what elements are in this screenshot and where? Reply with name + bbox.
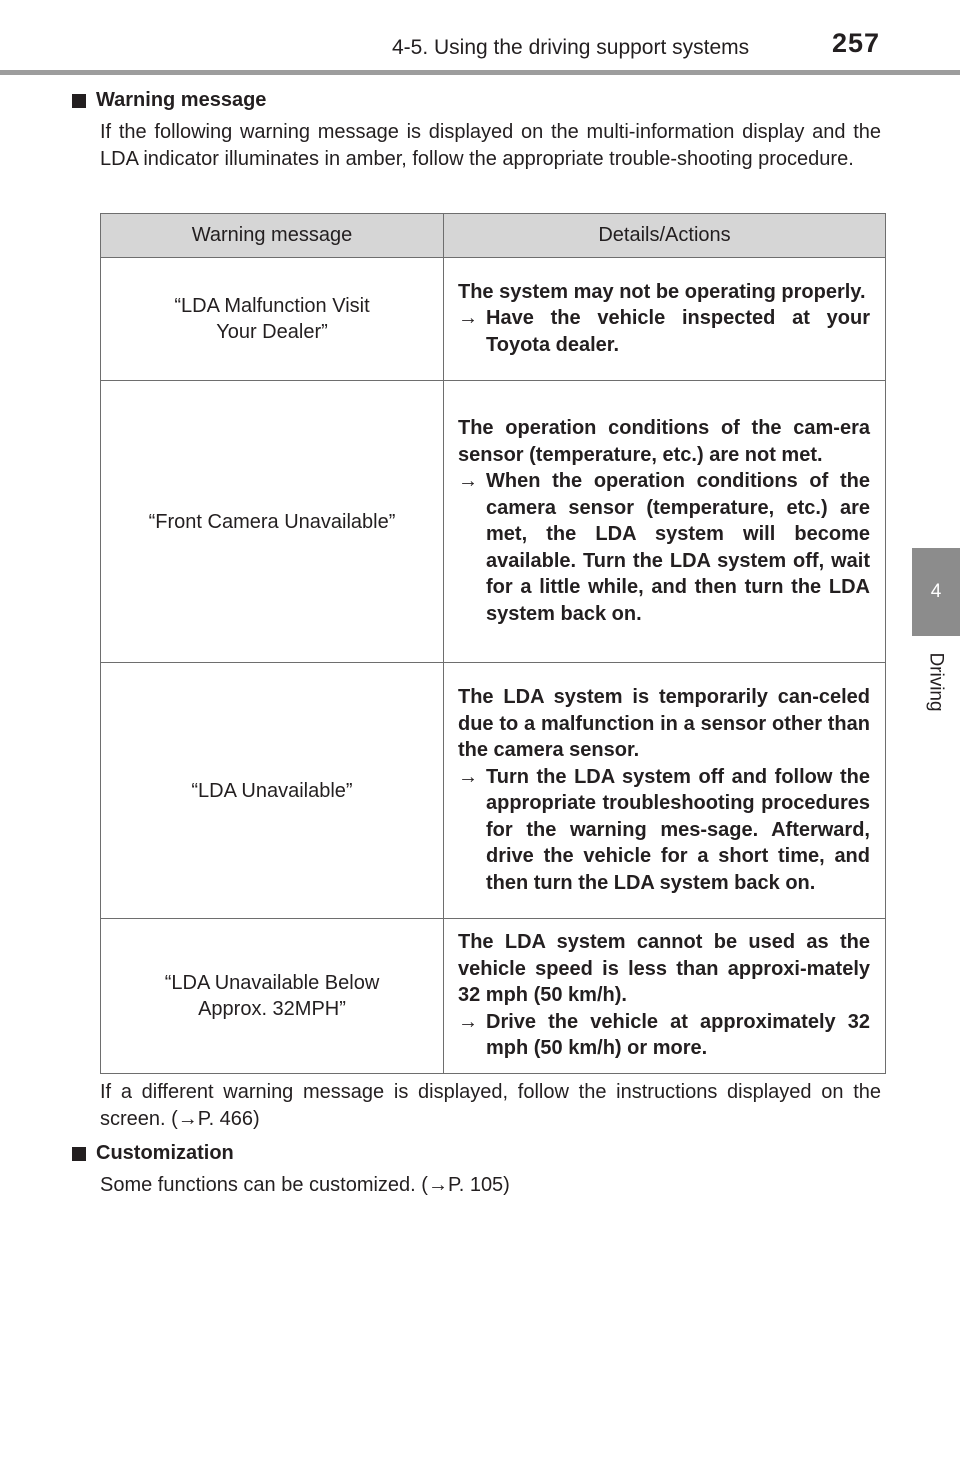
table-header-cell: Warning message: [101, 214, 444, 258]
warning-message-heading: [72, 89, 266, 112]
warning-message-cell: “LDA Unavailable”: [101, 663, 444, 919]
details-text: The system may not be operating properly.: [458, 280, 866, 303]
table-header-cell: Details/Actions: [444, 214, 886, 258]
chapter-tab-label[interactable]: [912, 636, 960, 728]
right-arrow-icon: →: [458, 307, 478, 330]
warning-message-cell: “Front Camera Unavailable”: [101, 381, 444, 663]
details-cell: [444, 919, 886, 1074]
action-text: Have the vehicle inspected at your Toyota dealer.: [486, 307, 870, 356]
table-row: [101, 258, 886, 381]
warning-intro-paragraph: If the following warning message is displayed on the multi-information display and the LDA indicator illuminates in amber, follow the appropriate trouble-shooting procedure.: [100, 121, 881, 170]
right-arrow-icon: →: [458, 765, 478, 788]
warning-message-table: [100, 213, 886, 1074]
customization-heading: [72, 1142, 234, 1165]
details-cell: [444, 258, 886, 381]
different-warning-paragraph: If a different warning message is displayed, follow the instructions displayed on the screen. (→P. 466): [100, 1081, 881, 1130]
details-text: The operation conditions of the cam-era sensor (temperature, etc.) are not met.: [458, 417, 870, 466]
customization-heading-text: Customization: [96, 1142, 234, 1164]
section-title: 4-5. Using the driving support systems: [392, 36, 750, 59]
chapter-label-text: Driving: [926, 652, 947, 712]
chapter-tab-number[interactable]: 4: [912, 548, 960, 636]
customization-paragraph: Some functions can be customized. (→P. 105): [100, 1174, 510, 1196]
right-arrow-icon: →: [458, 1010, 478, 1033]
action-item: [458, 764, 870, 897]
warning-heading-text: Warning message: [96, 89, 267, 111]
action-item: [458, 305, 870, 358]
square-bullet-icon: [72, 1147, 86, 1161]
warning-message-cell: “LDA Malfunction Visit Your Dealer”: [101, 258, 444, 381]
page-number: 257: [832, 28, 881, 58]
details-text: The LDA system is temporarily can-celed due to a malfunction in a sensor other than the camera sensor.: [458, 686, 870, 761]
right-arrow-icon: →: [458, 470, 478, 492]
header-divider: [0, 70, 960, 75]
action-text: Turn the LDA system off and follow the appropriate troubleshooting procedures for the warning mes-sage. Afterward, drive the vehicle for a short time, and then turn the LDA system back on.: [486, 765, 870, 894]
table-row: [101, 919, 886, 1074]
table-header-row: [101, 214, 886, 258]
action-item: [458, 1009, 870, 1062]
warning-message-cell: “LDA Unavailable Below Approx. 32MPH”: [101, 919, 444, 1074]
table-row: [101, 381, 886, 663]
action-item: [458, 468, 870, 627]
details-cell: [444, 381, 886, 663]
table-row: [101, 663, 886, 919]
details-cell: [444, 663, 886, 919]
action-text: When the operation conditions of the camera sensor (temperature, etc.) are met, the LDA system will become available. Turn the LDA system off, wait for a little while, and then turn the LDA system back on.: [486, 470, 870, 625]
details-text: The LDA system cannot be used as the vehicle speed is less than approxi-mately 32 mph (50 km/h).: [458, 931, 870, 1006]
action-text: Drive the vehicle at approximately 32 mph (50 km/h) or more.: [486, 1010, 870, 1059]
square-bullet-icon: [72, 94, 86, 108]
